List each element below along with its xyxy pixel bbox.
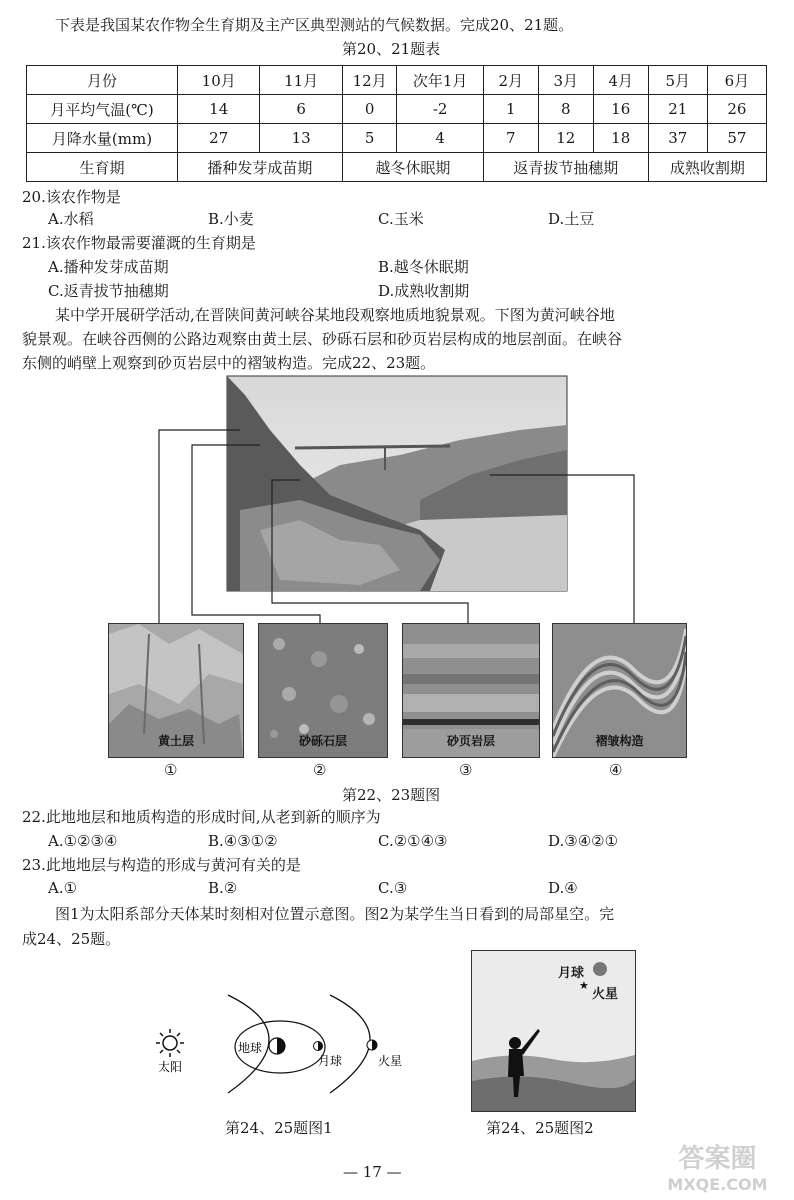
table-cell: 14 [178,95,260,124]
q22-stem: 22.此地地层和地质构造的形成时间,从老到新的顺序为 [22,808,381,826]
photo-loess-layer [108,623,244,758]
photo-number: ② [313,761,327,779]
fig2-sky-photo [471,950,636,1112]
fig2-moon-label: 月球 [558,966,585,981]
q20-option-b[interactable]: B.小麦 [208,210,254,228]
table-cell: 2月 [483,66,538,95]
table-cell: 8 [538,95,593,124]
q21-option-d[interactable]: D.成熟收割期 [378,282,470,300]
sky-scene [472,951,635,1111]
q20-option-d[interactable]: D.土豆 [548,210,595,228]
photo-label: 黄土层 [157,734,194,748]
table-header-cell: 生育期 [27,153,178,182]
table-cell: 1 [483,95,538,124]
table-cell: 13 [260,124,342,153]
q23-option-b[interactable]: B.② [208,879,238,897]
table-cell: 3月 [538,66,593,95]
table-cell: -2 [397,95,483,124]
table-cell: 26 [707,95,766,124]
table-cell: 5月 [648,66,707,95]
table-cell: 18 [593,124,648,153]
watermark-title: 答案圈 [678,1144,757,1174]
fig-22-23-caption: 第22、23题图 [342,786,441,804]
table-row [27,66,767,95]
q23-stem: 23.此地地层与构造的形成与黄河有关的是 [22,856,301,874]
sun-label: 太阳 [158,1060,183,1074]
table-cell: 成熟收割期 [648,153,766,182]
table-cell: 4月 [593,66,648,95]
fig2-mars-label: 火星 [592,987,619,1002]
q22-option-c[interactable]: C.②①④③ [378,832,448,850]
table-cell: 6月 [707,66,766,95]
q20-stem: 20.该农作物是 [22,188,121,206]
intro-20-21: 下表是我国某农作物全生育期及主产区典型测站的气候数据。完成20、21题。 [55,16,574,34]
star-icon: ★ [579,979,589,992]
q21-option-b[interactable]: B.越冬休眠期 [378,258,469,276]
table-cell: 4 [397,124,483,153]
table-cell: 12月 [342,66,397,95]
table-row [27,153,767,182]
watermark-url: MXQE.COM [667,1175,768,1194]
table-cell: 5 [342,124,397,153]
table-cell: 37 [648,124,707,153]
photo-fold-structure [552,623,687,758]
q20-option-c[interactable]: C.玉米 [378,210,424,228]
q22-option-a[interactable]: A.①②③④ [48,832,118,850]
sun-icon [156,1029,184,1057]
q21-option-a[interactable]: A.播种发芽成苗期 [48,258,169,276]
watermark [650,1138,785,1194]
photo-gravel-layer [258,623,388,758]
mars-label: 火星 [378,1054,403,1068]
photo-sandshale-layer [402,623,540,758]
fig2-caption: 第24、25题图2 [486,1119,594,1137]
table-cell: 6 [260,95,342,124]
intro-22-23-line2: 貌景观。在峡谷西侧的公路边观察由黄土层、砂砾石层和砂页岩层构成的地层剖面。在峡谷 [22,330,623,348]
q20-option-a[interactable]: A.水稻 [48,210,94,228]
climate-table [26,65,767,182]
table-header-cell: 月平均气温(℃) [27,95,178,124]
table-cell: 0 [342,95,397,124]
table-cell: 7 [483,124,538,153]
table-cell: 11月 [260,66,342,95]
page-number: — 17 — [343,1163,402,1181]
intro-22-23-line3: 东侧的峭壁上观察到砂页岩层中的褶皱构造。完成22、23题。 [22,354,436,372]
q21-option-c[interactable]: C.返青拔节抽穗期 [48,282,169,300]
table-cell: 12 [538,124,593,153]
moon-label: 月球 [318,1054,343,1068]
table-title: 第20、21题表 [342,40,441,58]
canyon-photo [227,376,567,591]
photo-label: 砂页岩层 [446,734,495,748]
fig1-solar-diagram [140,985,430,1095]
mars-orbit [330,995,370,1093]
table-cell: 21 [648,95,707,124]
table-header-cell: 月份 [27,66,178,95]
moon-icon [314,1042,323,1051]
table-row [27,124,767,153]
moon-icon [593,962,607,976]
mars-icon [367,1040,377,1050]
table-header-cell: 月降水量(mm) [27,124,178,153]
canyon-figure [0,370,794,630]
photo-number: ③ [459,761,473,779]
q23-option-c[interactable]: C.③ [378,879,408,897]
q23-option-d[interactable]: D.④ [548,879,578,897]
table-cell: 次年1月 [397,66,483,95]
fig1-caption: 第24、25题图1 [225,1119,333,1137]
table-row [27,95,767,124]
q23-option-a[interactable]: A.① [48,879,78,897]
table-cell: 越冬休眠期 [342,153,483,182]
photo-label: 褶皱构造 [595,734,644,748]
table-cell: 16 [593,95,648,124]
table-cell: 27 [178,124,260,153]
table-cell: 57 [707,124,766,153]
intro-24-25-line1: 图1为太阳系部分天体某时刻相对位置示意图。图2为某学生当日看到的局部星空。完 [55,905,615,923]
earth-label: 地球 [238,1041,263,1055]
table-cell: 返青拔节抽穗期 [483,153,648,182]
table-cell: 10月 [178,66,260,95]
table-cell: 播种发芽成苗期 [178,153,343,182]
photo-number: ① [164,761,178,779]
q21-stem: 21.该农作物最需要灌溉的生育期是 [22,234,256,252]
q22-option-d[interactable]: D.③④②① [548,832,619,850]
intro-24-25-line2: 成24、25题。 [22,930,121,948]
earth-icon [269,1038,285,1054]
photo-label: 砂砾石层 [298,734,347,748]
intro-22-23-line1: 某中学开展研学活动,在晋陕间黄河峡谷某地段观察地质地貌景观。下图为黄河峡谷地 [55,306,615,324]
q22-option-b[interactable]: B.④③①② [208,832,278,850]
photo-number: ④ [609,761,623,779]
